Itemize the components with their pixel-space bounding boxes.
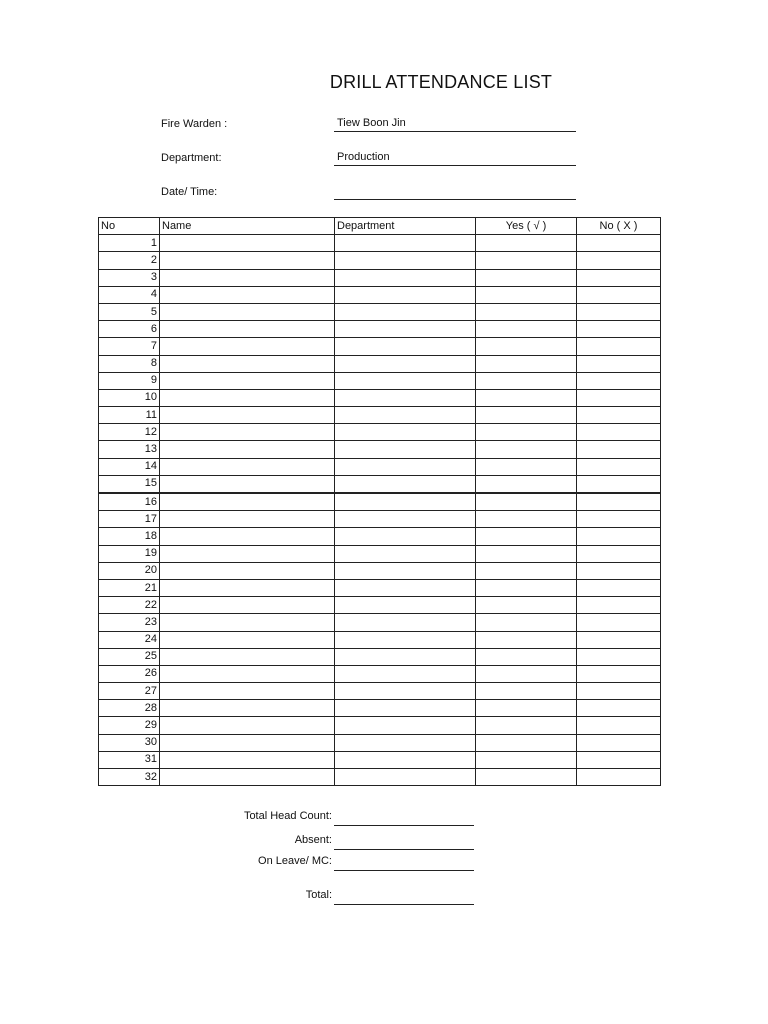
yes-cell[interactable] — [476, 441, 577, 458]
yes-cell[interactable] — [476, 355, 577, 372]
table-row — [99, 700, 661, 717]
name-cell[interactable] — [160, 424, 335, 441]
table-row — [99, 475, 661, 493]
total-head-count-label: Total Head Count: — [243, 810, 332, 822]
table-row — [99, 372, 661, 389]
no-cell[interactable] — [577, 303, 661, 320]
fire-warden-field[interactable]: Tiew Boon Jin — [334, 117, 576, 132]
datetime-field[interactable] — [334, 185, 576, 200]
row-number: 5 — [99, 303, 160, 320]
row-number: 24 — [99, 631, 160, 648]
department-cell[interactable] — [335, 441, 476, 458]
table-row — [99, 717, 661, 734]
yes-cell[interactable] — [476, 372, 577, 389]
table-row — [99, 683, 661, 700]
table-row — [99, 511, 661, 528]
no-cell[interactable] — [577, 338, 661, 355]
table-row — [99, 286, 661, 303]
no-cell[interactable] — [577, 458, 661, 475]
yes-cell[interactable] — [476, 769, 577, 786]
row-number: 31 — [99, 751, 160, 768]
table-row — [99, 614, 661, 631]
no-cell[interactable] — [577, 648, 661, 665]
yes-cell[interactable] — [476, 648, 577, 665]
row-number: 11 — [99, 407, 160, 424]
table-row — [99, 579, 661, 596]
no-cell[interactable] — [577, 545, 661, 562]
table-row — [99, 597, 661, 614]
table-row — [99, 303, 661, 320]
row-number: 10 — [99, 389, 160, 406]
name-cell[interactable] — [160, 475, 335, 493]
row-number: 15 — [99, 475, 160, 493]
table-row — [99, 252, 661, 269]
row-number: 29 — [99, 717, 160, 734]
row-number: 8 — [99, 355, 160, 372]
name-cell[interactable] — [160, 614, 335, 631]
yes-cell[interactable] — [476, 597, 577, 614]
table-row — [99, 493, 661, 511]
yes-cell[interactable] — [476, 269, 577, 286]
department-cell[interactable] — [335, 355, 476, 372]
name-cell[interactable] — [160, 717, 335, 734]
no-cell[interactable] — [577, 372, 661, 389]
no-cell[interactable] — [577, 269, 661, 286]
table-row — [99, 545, 661, 562]
table-row — [99, 355, 661, 372]
row-number: 21 — [99, 579, 160, 596]
yes-cell[interactable] — [476, 683, 577, 700]
yes-cell[interactable] — [476, 303, 577, 320]
table-row — [99, 269, 661, 286]
attendance-table — [98, 217, 661, 786]
row-number: 28 — [99, 700, 160, 717]
table-row — [99, 407, 661, 424]
table-row — [99, 321, 661, 338]
total-label: Total: — [305, 889, 332, 901]
table-row — [99, 562, 661, 579]
no-cell[interactable] — [577, 493, 661, 511]
name-cell[interactable] — [160, 648, 335, 665]
table-header-row — [99, 218, 661, 235]
row-number: 2 — [99, 252, 160, 269]
name-cell[interactable] — [160, 269, 335, 286]
department-cell[interactable] — [335, 458, 476, 475]
yes-cell[interactable] — [476, 389, 577, 406]
department-cell[interactable] — [335, 269, 476, 286]
name-cell[interactable] — [160, 700, 335, 717]
yes-cell[interactable] — [476, 458, 577, 475]
department-cell[interactable] — [335, 614, 476, 631]
name-cell[interactable] — [160, 355, 335, 372]
department-cell[interactable] — [335, 389, 476, 406]
yes-cell[interactable] — [476, 734, 577, 751]
no-cell[interactable] — [577, 700, 661, 717]
no-cell[interactable] — [577, 579, 661, 596]
yes-cell[interactable] — [476, 545, 577, 562]
no-cell[interactable] — [577, 355, 661, 372]
no-cell[interactable] — [577, 751, 661, 768]
no-cell[interactable] — [577, 717, 661, 734]
department-cell[interactable] — [335, 717, 476, 734]
yes-cell[interactable] — [476, 579, 577, 596]
on-leave-field[interactable] — [334, 856, 474, 871]
row-number: 14 — [99, 458, 160, 475]
name-cell[interactable] — [160, 407, 335, 424]
table-row — [99, 338, 661, 355]
table-row — [99, 648, 661, 665]
department-cell[interactable] — [335, 562, 476, 579]
department-cell[interactable] — [335, 734, 476, 751]
row-number: 3 — [99, 269, 160, 286]
department-cell[interactable] — [335, 683, 476, 700]
no-cell[interactable] — [577, 389, 661, 406]
name-cell[interactable] — [160, 511, 335, 528]
table-row — [99, 424, 661, 441]
attendance-body — [99, 235, 661, 786]
yes-cell[interactable] — [476, 700, 577, 717]
department-cell[interactable] — [335, 303, 476, 320]
no-cell[interactable] — [577, 407, 661, 424]
yes-cell[interactable] — [476, 751, 577, 768]
table-row — [99, 631, 661, 648]
table-row — [99, 235, 661, 252]
department-cell[interactable] — [335, 700, 476, 717]
header-department: Department — [335, 218, 476, 235]
department-cell[interactable] — [335, 493, 476, 511]
row-number: 1 — [99, 235, 160, 252]
yes-cell[interactable] — [476, 252, 577, 269]
no-cell[interactable] — [577, 665, 661, 682]
department-cell[interactable] — [335, 545, 476, 562]
table-row — [99, 528, 661, 545]
row-number: 16 — [99, 493, 160, 511]
yes-cell[interactable] — [476, 665, 577, 682]
department-cell[interactable] — [335, 424, 476, 441]
row-number: 25 — [99, 648, 160, 665]
no-cell[interactable] — [577, 424, 661, 441]
table-row — [99, 441, 661, 458]
name-cell[interactable] — [160, 545, 335, 562]
department-cell[interactable] — [335, 597, 476, 614]
table-row — [99, 734, 661, 751]
name-cell[interactable] — [160, 683, 335, 700]
department-cell[interactable] — [335, 511, 476, 528]
yes-cell[interactable] — [476, 717, 577, 734]
row-number: 17 — [99, 511, 160, 528]
department-cell[interactable] — [335, 252, 476, 269]
name-cell[interactable] — [160, 751, 335, 768]
row-number: 4 — [99, 286, 160, 303]
department-cell[interactable] — [335, 235, 476, 252]
row-number: 18 — [99, 528, 160, 545]
row-number: 32 — [99, 769, 160, 786]
name-cell[interactable] — [160, 372, 335, 389]
no-cell[interactable] — [577, 252, 661, 269]
yes-cell[interactable] — [476, 286, 577, 303]
department-cell[interactable] — [335, 338, 476, 355]
yes-cell[interactable] — [476, 338, 577, 355]
row-number: 12 — [99, 424, 160, 441]
table-row — [99, 751, 661, 768]
name-cell[interactable] — [160, 458, 335, 475]
total-head-count-field[interactable] — [334, 811, 474, 826]
name-cell[interactable] — [160, 769, 335, 786]
yes-cell[interactable] — [476, 562, 577, 579]
department-cell[interactable] — [335, 407, 476, 424]
department-cell[interactable] — [335, 579, 476, 596]
no-cell[interactable] — [577, 614, 661, 631]
department-cell[interactable] — [335, 528, 476, 545]
fire-warden-label: Fire Warden : — [161, 118, 228, 130]
table-row — [99, 458, 661, 475]
total-field[interactable] — [334, 890, 474, 905]
no-cell[interactable] — [577, 769, 661, 786]
name-cell[interactable] — [160, 321, 335, 338]
department-cell[interactable] — [335, 372, 476, 389]
row-number: 30 — [99, 734, 160, 751]
no-cell[interactable] — [577, 511, 661, 528]
page-title: DRILL ATTENDANCE LIST — [329, 72, 553, 92]
absent-label: Absent: — [294, 834, 332, 846]
no-cell[interactable] — [577, 235, 661, 252]
no-cell[interactable] — [577, 286, 661, 303]
row-number: 6 — [99, 321, 160, 338]
yes-cell[interactable] — [476, 407, 577, 424]
row-number: 9 — [99, 372, 160, 389]
name-cell[interactable] — [160, 579, 335, 596]
table-row — [99, 389, 661, 406]
name-cell[interactable] — [160, 597, 335, 614]
no-cell[interactable] — [577, 631, 661, 648]
name-cell[interactable] — [160, 303, 335, 320]
no-cell[interactable] — [577, 441, 661, 458]
name-cell[interactable] — [160, 286, 335, 303]
row-number: 22 — [99, 597, 160, 614]
name-cell[interactable] — [160, 562, 335, 579]
name-cell[interactable] — [160, 631, 335, 648]
yes-cell[interactable] — [476, 511, 577, 528]
name-cell[interactable] — [160, 338, 335, 355]
name-cell[interactable] — [160, 528, 335, 545]
row-number: 7 — [99, 338, 160, 355]
name-cell[interactable] — [160, 235, 335, 252]
yes-cell[interactable] — [476, 614, 577, 631]
department-cell[interactable] — [335, 286, 476, 303]
department-cell[interactable] — [335, 665, 476, 682]
department-label: Department: — [161, 152, 222, 164]
no-cell[interactable] — [577, 475, 661, 493]
row-number: 26 — [99, 665, 160, 682]
department-cell[interactable] — [335, 475, 476, 493]
name-cell[interactable] — [160, 734, 335, 751]
yes-cell[interactable] — [476, 493, 577, 511]
name-cell[interactable] — [160, 252, 335, 269]
name-cell[interactable] — [160, 665, 335, 682]
no-cell[interactable] — [577, 597, 661, 614]
department-cell[interactable] — [335, 751, 476, 768]
yes-cell[interactable] — [476, 235, 577, 252]
no-cell[interactable] — [577, 528, 661, 545]
table-row — [99, 665, 661, 682]
on-leave-label: On Leave/ MC: — [258, 855, 332, 867]
name-cell[interactable] — [160, 389, 335, 406]
yes-cell[interactable] — [476, 321, 577, 338]
row-number: 27 — [99, 683, 160, 700]
no-cell[interactable] — [577, 321, 661, 338]
absent-field[interactable] — [334, 835, 474, 850]
department-field[interactable]: Production — [334, 151, 576, 166]
department-cell[interactable] — [335, 631, 476, 648]
yes-cell[interactable] — [476, 528, 577, 545]
header-no: No — [99, 218, 160, 235]
department-cell[interactable] — [335, 648, 476, 665]
header-no-x: No ( X ) — [577, 218, 661, 235]
no-cell[interactable] — [577, 562, 661, 579]
row-number: 23 — [99, 614, 160, 631]
header-name: Name — [160, 218, 335, 235]
row-number: 20 — [99, 562, 160, 579]
department-cell[interactable] — [335, 769, 476, 786]
no-cell[interactable] — [577, 734, 661, 751]
name-cell[interactable] — [160, 441, 335, 458]
datetime-label: Date/ Time: — [161, 186, 218, 198]
no-cell[interactable] — [577, 683, 661, 700]
yes-cell[interactable] — [476, 631, 577, 648]
header-yes: Yes ( √ ) — [476, 218, 577, 235]
table-row — [99, 769, 661, 786]
row-number: 19 — [99, 545, 160, 562]
yes-cell[interactable] — [476, 424, 577, 441]
name-cell[interactable] — [160, 493, 335, 511]
row-number: 13 — [99, 441, 160, 458]
department-cell[interactable] — [335, 321, 476, 338]
yes-cell[interactable] — [476, 475, 577, 493]
